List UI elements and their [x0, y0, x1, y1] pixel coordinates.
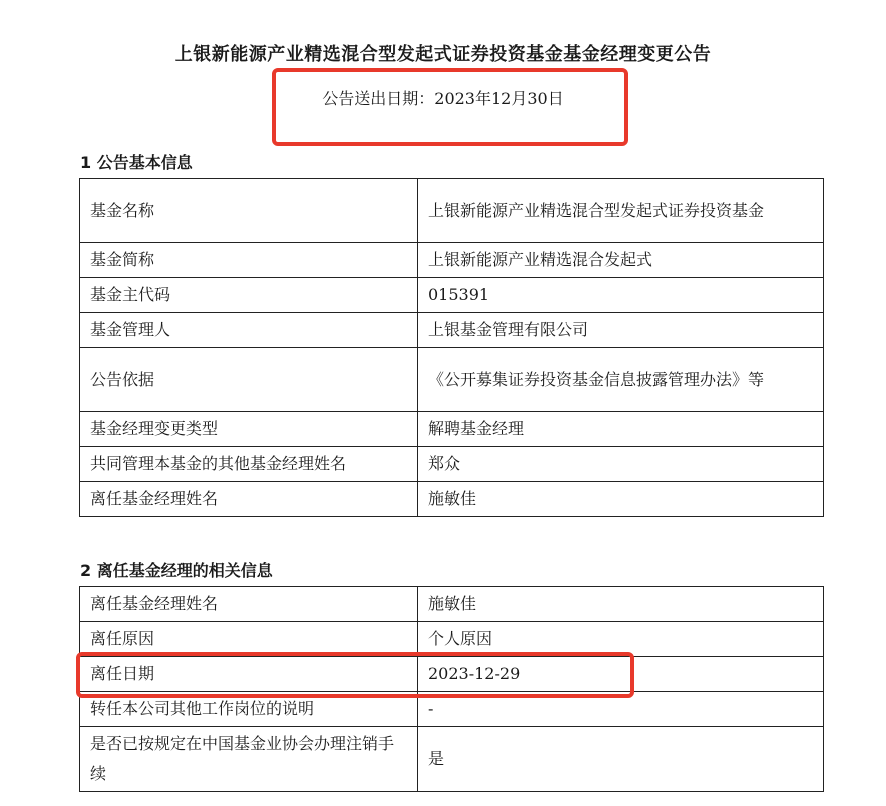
row-value: 上银基金管理有限公司	[418, 313, 824, 348]
table-row	[80, 482, 824, 517]
table-row	[80, 179, 824, 243]
send-date: 公告送出日期：2023年12月30日	[322, 89, 564, 108]
table-row	[80, 278, 824, 313]
document-title: 上银新能源产业精选混合型发起式证券投资基金基金经理变更公告	[174, 44, 712, 65]
table-row	[80, 243, 824, 278]
table-row	[80, 447, 824, 482]
row-value: 015391	[418, 278, 824, 313]
row-label: 离任基金经理姓名	[80, 482, 418, 517]
row-label: 共同管理本基金的其他基金经理姓名	[80, 447, 418, 482]
row-value: 施敏佳	[418, 482, 824, 517]
row-value: 解聘基金经理	[418, 412, 824, 447]
departure-date-highlight	[76, 652, 634, 698]
row-label: 基金管理人	[80, 313, 418, 348]
row-label: 基金经理变更类型	[80, 412, 418, 447]
table-row	[80, 412, 824, 447]
section2-heading: 2 离任基金经理的相关信息	[80, 561, 273, 580]
row-value: 上银新能源产业精选混合发起式	[418, 243, 824, 278]
row-label: 基金主代码	[80, 278, 418, 313]
row-label: 基金名称	[80, 179, 418, 243]
section1-heading: 1 公告基本信息	[80, 153, 193, 172]
row-value: -	[418, 692, 824, 727]
basic-info-table	[79, 178, 824, 517]
row-value: 《公开募集证券投资基金信息披露管理办法》等	[418, 348, 824, 412]
row-label: 离任原因	[80, 622, 418, 657]
row-value: 是	[418, 727, 824, 792]
table-row	[80, 727, 824, 792]
table-row	[80, 313, 824, 348]
table-row	[80, 348, 824, 412]
row-label: 公告依据	[80, 348, 418, 412]
send-date-highlight	[272, 68, 628, 146]
row-value: 2023-12-29	[418, 657, 824, 692]
row-label: 转任本公司其他工作岗位的说明	[80, 692, 418, 727]
row-value: 上银新能源产业精选混合型发起式证券投资基金	[418, 179, 824, 243]
row-label: 是否已按规定在中国基金业协会办理注销手续	[80, 727, 418, 792]
row-value: 郑众	[418, 447, 824, 482]
row-value: 个人原因	[418, 622, 824, 657]
row-value: 施敏佳	[418, 587, 824, 622]
table-row	[80, 587, 824, 622]
row-label: 离任基金经理姓名	[80, 587, 418, 622]
row-label: 基金简称	[80, 243, 418, 278]
row-label: 离任日期	[80, 657, 418, 692]
